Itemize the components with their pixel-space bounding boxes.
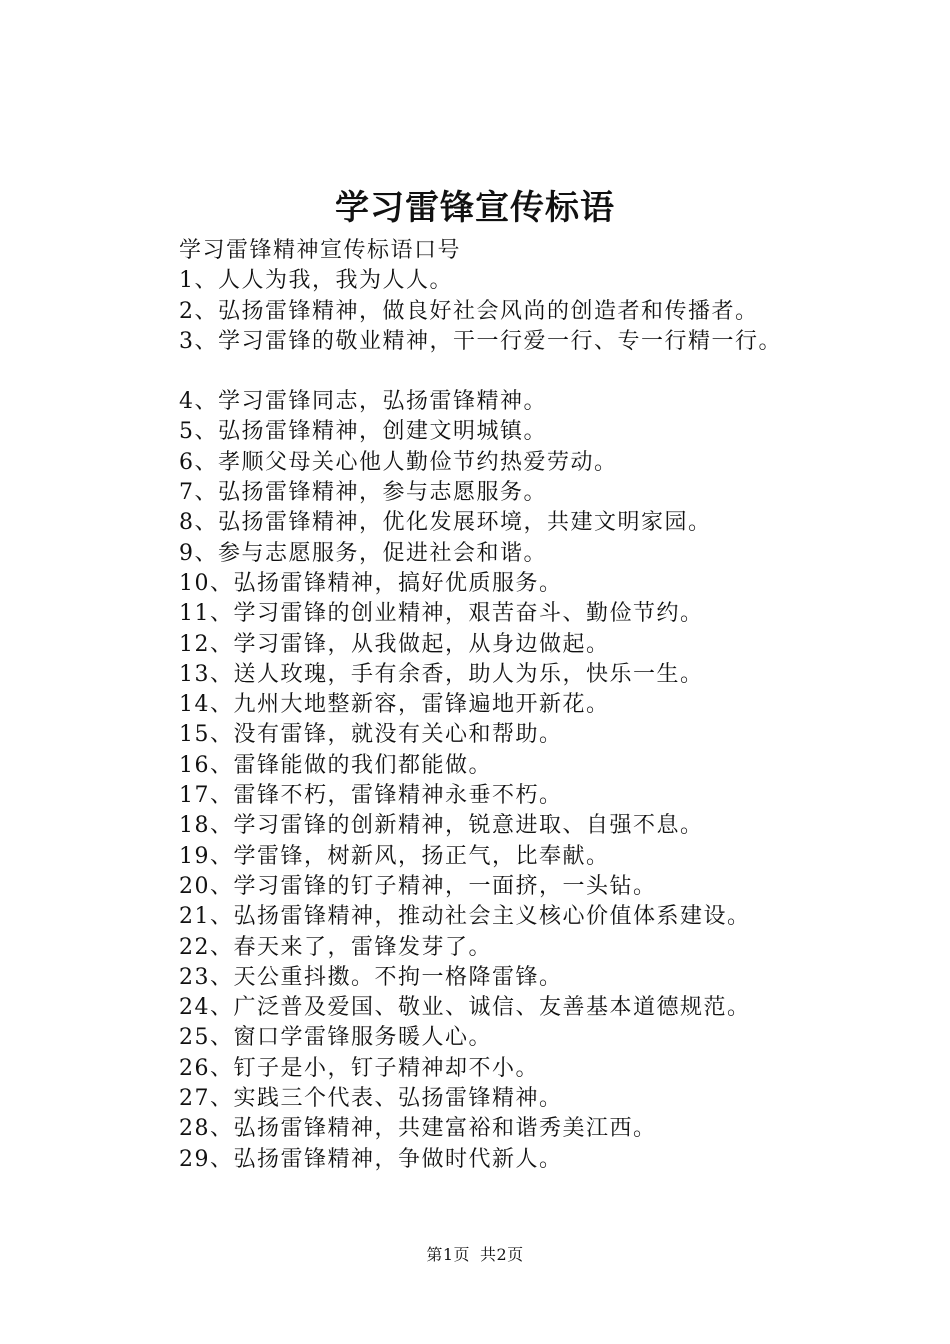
list-item: 23、天公重抖擞。不拘一格降雷锋。 <box>179 964 563 990</box>
page-footer <box>0 1244 950 1266</box>
list-item: 5、弘扬雷锋精神，创建文明城镇。 <box>179 419 547 445</box>
page-number: 第1页 <box>426 1245 470 1264</box>
document-body <box>179 236 879 1175</box>
list-item: 20、学习雷锋的钉子精神，一面挤，一头钻。 <box>179 873 657 899</box>
list-item: 24、广泛普及爱国、敬业、诚信、友善基本道德规范。 <box>179 995 751 1021</box>
list-item: 25、窗口学雷锋服务暖人心。 <box>179 1025 492 1051</box>
document-subtitle: 学习雷锋精神宣传标语口号 <box>179 238 462 263</box>
list-item: 12、学习雷锋，从我做起，从身边做起。 <box>179 631 610 657</box>
list-item: 16、雷锋能做的我们都能做。 <box>179 752 492 778</box>
list-item: 18、学习雷锋的创新精神，锐意进取、自强不息。 <box>179 813 704 839</box>
list-item: 9、参与志愿服务，促进社会和谐。 <box>179 540 547 566</box>
list-item: 14、九州大地整新容，雷锋遍地开新花。 <box>179 692 610 718</box>
list-item: 27、实践三个代表、弘扬雷锋精神。 <box>179 1086 563 1112</box>
list-item: 10、弘扬雷锋精神，搞好优质服务。 <box>179 570 563 596</box>
page-title: 学习雷锋宣传标语 <box>335 188 615 228</box>
list-item: 3、学习雷锋的敬业精神，干一行爱一行、专一行精一行。 <box>179 328 782 354</box>
list-item: 2、弘扬雷锋精神，做良好社会风尚的创造者和传播者。 <box>179 298 759 324</box>
list-item: 28、弘扬雷锋精神，共建富裕和谐秀美江西。 <box>179 1116 657 1142</box>
list-item: 15、没有雷锋，就没有关心和帮助。 <box>179 722 563 748</box>
list-item: 4、学习雷锋同志，弘扬雷锋精神。 <box>179 389 547 415</box>
list-item: 7、弘扬雷锋精神，参与志愿服务。 <box>179 480 547 506</box>
list-item: 8、弘扬雷锋精神，优化发展环境，共建文明家园。 <box>179 510 712 536</box>
page-total: 共2页 <box>480 1245 524 1264</box>
list-item: 11、学习雷锋的创业精神，艰苦奋斗、勤俭节约。 <box>179 601 704 627</box>
list-item: 26、钉子是小，钉子精神却不小。 <box>179 1055 539 1081</box>
list-item: 21、弘扬雷锋精神，推动社会主义核心价值体系建设。 <box>179 904 751 930</box>
list-item: 13、送人玫瑰，手有余香，助人为乐，快乐一生。 <box>179 661 704 687</box>
list-item: 19、学雷锋，树新风，扬正气，比奉献。 <box>179 843 610 869</box>
list-item: 22、春天来了，雷锋发芽了。 <box>179 934 492 960</box>
list-item: 1、人人为我，我为人人。 <box>179 268 453 294</box>
list-item: 17、雷锋不朽，雷锋精神永垂不朽。 <box>179 783 563 809</box>
list-item: 6、孝顺父母关心他人勤俭节约热爱劳动。 <box>179 449 618 475</box>
list-item: 29、弘扬雷锋精神，争做时代新人。 <box>179 1146 563 1172</box>
